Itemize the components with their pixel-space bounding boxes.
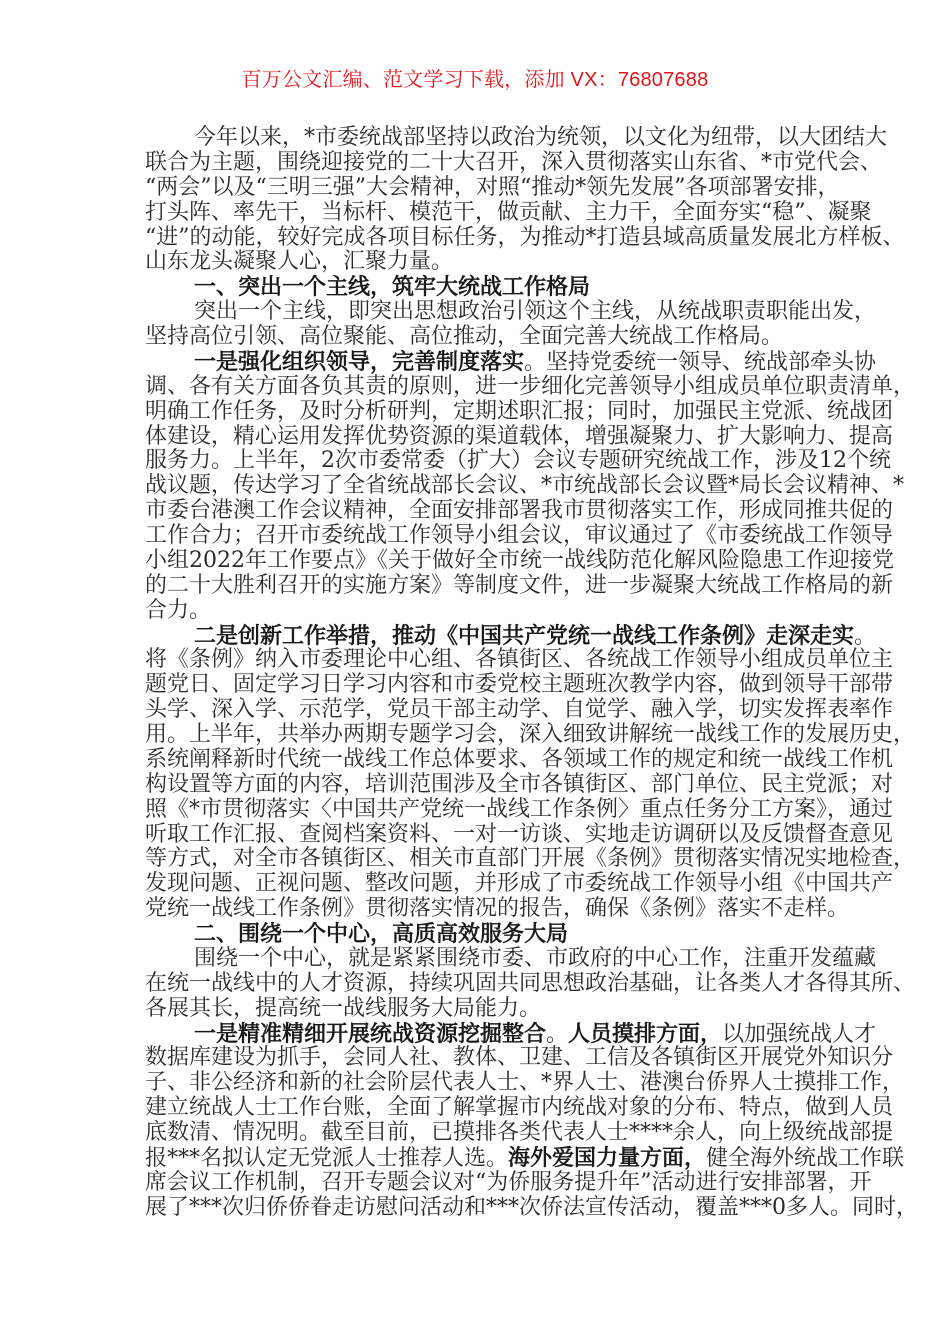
text-line: 子、非公经济和新的社会阶层代表人士、*界人士、港澳台侨界人士摸排工作， xyxy=(145,1070,905,1096)
text-line: 的二十大胜利召开的实施方案》等制度文件，进一步凝聚大统战工作格局的新 xyxy=(145,572,894,598)
text-segment: 报***名拟认定无党派人士推荐人选。 xyxy=(145,1145,509,1171)
text-line: 建立统战人士工作台账，全面了解掌握市内统战对象的分布、特点，做到人员 xyxy=(145,1095,894,1121)
text-line xyxy=(145,1020,877,1047)
text-line: 围绕一个中心，就是紧紧围绕市委、市政府的中心工作，注重开发蕴藏 xyxy=(194,945,877,971)
text-line: 题党日、固定学习日学习内容和市委党校主题班次教学内容，做到领导干部带 xyxy=(145,672,894,698)
text-line: 底数清、情况明。截至目前，已摸排各类代表人士****余人，向上级统战部提 xyxy=(145,1120,894,1145)
text-line: 将《条例》纳入市委理论中心组、各镇街区、各统战工作领导小组成员单位主 xyxy=(145,647,894,673)
paragraph xyxy=(145,125,905,275)
section-heading xyxy=(145,922,820,947)
section-heading xyxy=(145,275,820,300)
text-segment: 。 xyxy=(854,623,877,649)
text-line: 调、各有关方面各负其责的原则，进一步细化完善领导小组成员单位职责清单， xyxy=(145,373,916,399)
watermark-banner: 百万公文汇编、范文学习下载，添加 VX：76807688 xyxy=(241,69,709,91)
text-line: 突出一个主线，即突出思想政治引领这个主线，从统战职责职能出发， xyxy=(194,299,877,325)
document-body xyxy=(145,125,918,1221)
text-line: 数据库建设为抓手，会同人社、教体、卫建、工信及各镇街区开展党外知识分 xyxy=(145,1045,894,1071)
paragraph xyxy=(145,348,916,624)
text-line xyxy=(145,622,877,649)
text-line: 工作合力；召开市委统战工作领导小组会议，审议通过了《市委统战工作领导 xyxy=(145,523,894,548)
text-line xyxy=(145,1144,905,1171)
bold-lead-text: 海外爱国力量方面， xyxy=(508,1144,707,1171)
text-line: 展了***次归侨侨眷走访慰问活动和***次侨法宣传活动，覆盖***0多人。同时， xyxy=(145,1194,918,1220)
text-line: 明确工作任务，及时分析研判，定期述职汇报；同时，加强民主党派、统战团 xyxy=(145,398,894,424)
text-line: 战议题，传达学习了全省统战部长会议、*市统战部长会议暨*局长会议精神、* xyxy=(145,473,905,499)
text-line: 坚持高位引领、高位聚能、高位推动，全面完善大统战工作格局。 xyxy=(145,324,784,349)
text-line: 合力。 xyxy=(145,597,212,623)
text-line: 体建设，精心运用发挥优势资源的渠道载体，增强凝聚力、扩大影响力、提高 xyxy=(145,423,894,449)
text-line: 市委台港澳工作会议精神，全面安排部署我市贯彻落实工作，形成同推共促的 xyxy=(145,498,894,524)
text-line: 一、突出一个主线，筑牢大统战工作格局 xyxy=(194,274,591,301)
text-line: 山东龙头凝聚人心，汇聚力量。 xyxy=(145,249,454,275)
bold-lead-text: 一是精准精细开展统战资源挖掘整合 xyxy=(194,1020,547,1047)
paragraph xyxy=(145,945,916,1022)
text-line: 席会议工作机制，召开专题会议对“为侨服务提升年”活动进行安排部署，开 xyxy=(145,1169,872,1195)
text-line: 小组2022年工作要点》《关于做好全市统一战线防范化解风险隐患工作迎接党 xyxy=(145,547,894,573)
text-line: 照《*市贯彻落实〈中国共产党统一战线工作条例〉重点任务分工方案》，通过 xyxy=(145,796,894,822)
paragraph xyxy=(145,299,877,350)
bold-lead-text: 一是强化组织领导，完善制度落实 xyxy=(194,348,525,375)
text-line: 等方式，对全市各镇街区、相关市直部门开展《条例》贯彻落实情况实地检查， xyxy=(145,846,916,872)
text-line xyxy=(145,348,877,375)
text-line: 党统一战线工作条例》贯彻落实情况的报告，确保《条例》落实不走样。 xyxy=(145,896,850,922)
text-line: 各展其长，提高统一战线服务大局能力。 xyxy=(145,995,542,1021)
text-line: 服务力。上半年，2次市委常委（扩大）会议专题研究统战工作，涉及12个统 xyxy=(145,448,891,474)
text-segment: 健全海外统战工作联 xyxy=(706,1145,905,1171)
text-line: 在统一战线中的人才资源，持续巩固共同思想政治基础，让各类人才各得其所、 xyxy=(145,970,916,996)
text-line: 头学、深入学、示范学，党员干部主动学、自觉学、融入学，切实发挥表率作 xyxy=(145,697,894,723)
text-line: 用。上半年，共举办两期专题学习会，深入细致讲解统一战线工作的发展历史， xyxy=(145,722,916,747)
text-line: 今年以来，*市委统战部坚持以政治为统领，以文化为纽带，以大团结大 xyxy=(194,125,888,150)
paragraph xyxy=(145,622,916,923)
text-line: “进”的动能，较好完成各项目标任务，为推动*打造县域高质量发展北方样板、 xyxy=(145,224,905,250)
text-line: 二、围绕一个中心，高质高效服务大局 xyxy=(194,921,569,947)
paragraph xyxy=(145,1020,918,1221)
text-line: 构设置等方面的内容，培训范围涉及全市各镇街区、部门单位、民主党派；对 xyxy=(145,771,894,797)
text-line: 听取工作汇报、查阅档案资料、一对一访谈、实地走访调研以及反馈督查意见 xyxy=(145,821,894,847)
text-line: “两会”以及“三明三强”大会精神，对照“推动*领先发展”各项部署安排， xyxy=(145,174,840,200)
bold-lead-text: 二是创新工作举措，推动《中国共产党统一战线工作条例》走深走实 xyxy=(194,622,855,649)
text-segment: 。 xyxy=(546,1021,569,1047)
text-line: 系统阐释新时代统一战线工作总体要求、各领域工作的规定和统一战线工作机 xyxy=(145,746,894,772)
text-segment: 。坚持党委统一领导、统战部牵头协 xyxy=(524,349,877,375)
text-line: 发现问题、正视问题、整改问题，并形成了市委统战工作领导小组《中国共产 xyxy=(145,871,894,897)
bold-lead-text: 人员摸排方面， xyxy=(568,1020,723,1047)
text-line: 打头阵、率先干，当标杆、模范干，做贡献、主力干，全面夯实“稳”、凝聚 xyxy=(145,199,872,225)
text-segment: 以加强统战人才 xyxy=(722,1021,877,1047)
text-line: 联合为主题，围绕迎接党的二十大召开，深入贯彻落实山东省、*市党代会、 xyxy=(145,149,883,175)
